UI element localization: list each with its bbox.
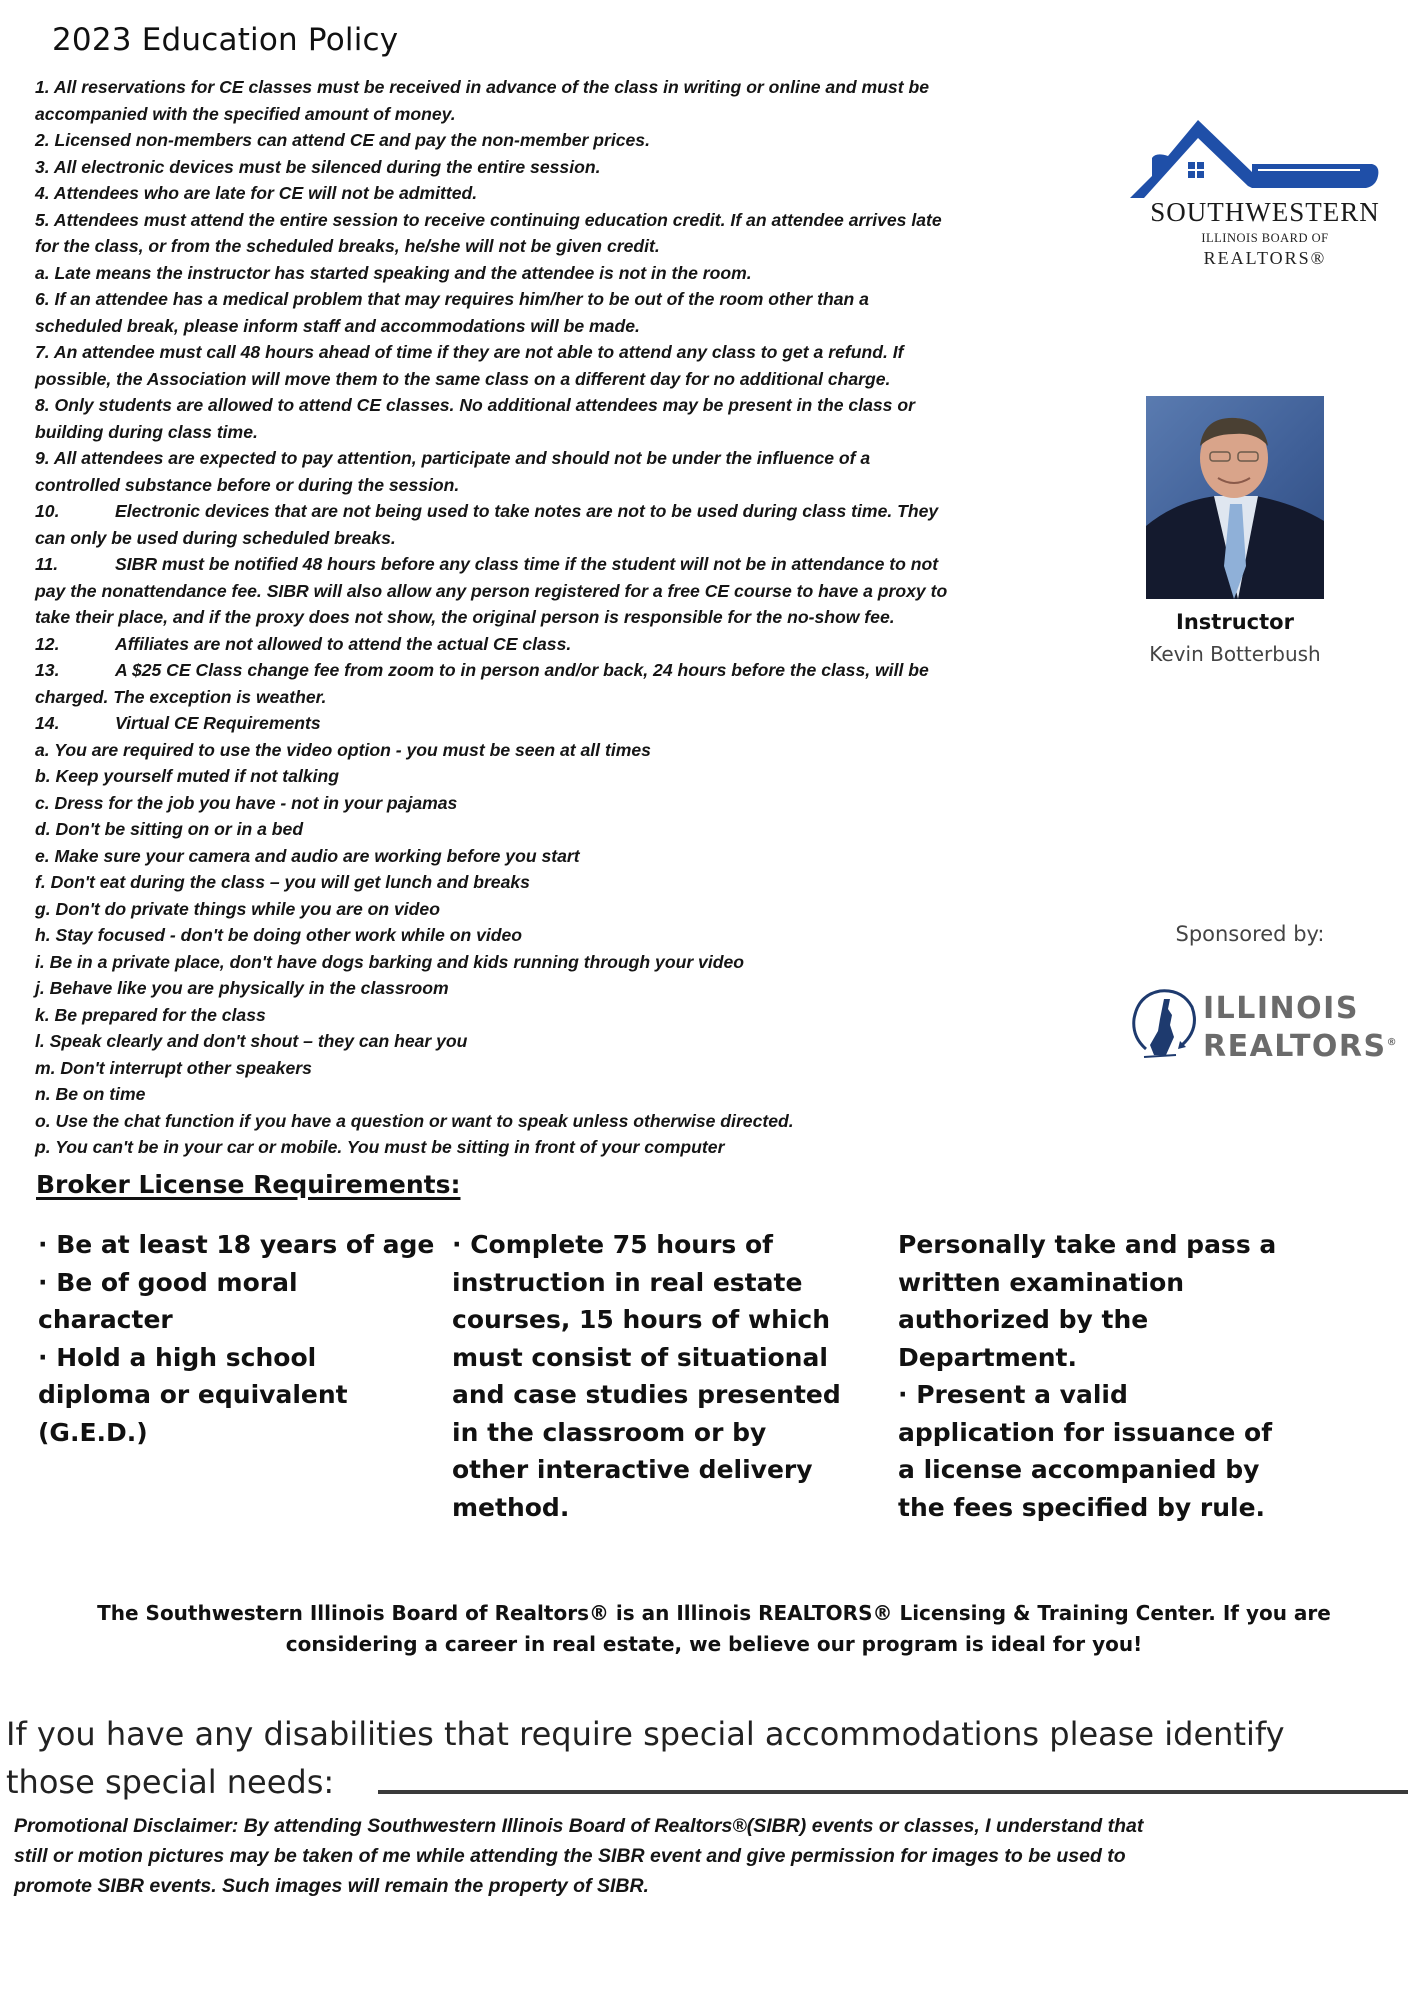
disabilities-line-2: those special needs: <box>6 1763 335 1801</box>
policy-line <box>35 710 1095 737</box>
policy-line <box>35 207 1095 234</box>
broker-column-1 <box>38 1226 434 1451</box>
person-portrait-icon <box>1146 396 1324 599</box>
policy-line <box>35 975 1095 1002</box>
policy-list <box>35 74 1095 1161</box>
policy-line <box>35 657 1095 684</box>
policy-text: g. Don't do private things while you are on video <box>35 898 440 919</box>
policy-text: d. Don't be sitting on or in a bed <box>35 819 304 839</box>
policy-text: m. Don't interrupt other speakers <box>35 1057 312 1078</box>
policy-text: 3. All electronic devices must be silenced during the entire session. <box>35 156 601 177</box>
policy-line <box>35 260 1095 287</box>
policy-line <box>35 498 1095 525</box>
policy-line <box>35 896 1095 923</box>
policy-line <box>35 392 1095 419</box>
policy-line <box>35 419 1095 446</box>
house-roof-icon <box>1130 112 1390 202</box>
policy-line <box>35 763 1095 790</box>
broker-requirement-line: other interactive delivery <box>452 1455 813 1484</box>
instructor-photo <box>1146 396 1324 599</box>
policy-line <box>35 445 1095 472</box>
policy-text: pay the nonattendance fee. SIBR will also allow any person registered for a free CE course to have a proxy to <box>35 580 948 601</box>
policy-text: o. Use the chat function if you have a question or want to speak unless otherwise directed. <box>35 1110 794 1131</box>
policy-text: SIBR must be notified 48 hours before any class time if the student will not be in attendance to not <box>115 554 939 574</box>
policy-text: p. You can't be in your car or mobile. You must be sitting in front of your computer <box>35 1137 725 1157</box>
policy-line <box>35 578 1095 605</box>
broker-requirement-line: · Be at least 18 years of age <box>38 1230 435 1259</box>
broker-column-3 <box>898 1226 1276 1526</box>
policy-line <box>35 339 1095 366</box>
broker-requirement-line: the fees specified by rule. <box>898 1492 1266 1522</box>
instructor-name: Kevin Botterbush <box>1149 642 1321 666</box>
policy-line <box>35 843 1095 870</box>
policy-line <box>35 101 1095 128</box>
southwestern-logo-realtors: REALTORS® <box>1203 248 1327 268</box>
policy-text: accompanied with the specified amount of money. <box>35 103 456 124</box>
special-needs-field[interactable] <box>378 1790 1408 1794</box>
policy-text: take their place, and if the proxy does not show, the original person is responsible for the no-show fee. <box>35 607 895 627</box>
policy-number: 13. <box>35 660 60 680</box>
disclaimer-line-3: promote SIBR events. Such images will remain the property of SIBR. <box>14 1875 649 1897</box>
policy-text: possible, the Association will move them to the same class on a different day for no additional charge. <box>35 368 891 389</box>
policy-line <box>35 1081 1095 1108</box>
southwestern-logo-subtitle: ILLINOIS BOARD OF <box>1201 231 1329 245</box>
illinois-realtors-wordmark <box>1203 992 1398 1064</box>
policy-text: n. Be on time <box>35 1084 146 1104</box>
policy-line <box>35 154 1095 181</box>
broker-requirement-line: authorized by the <box>898 1305 1149 1334</box>
policy-line <box>35 604 1095 631</box>
disclaimer-line-1: Promotional Disclaimer: By attending Southwestern Illinois Board of Realtors®(SIBR) events or classes, I understand that <box>14 1815 1144 1837</box>
policy-line <box>35 313 1095 340</box>
broker-requirement-line: application for issuance of <box>898 1417 1273 1447</box>
policy-text: 6. If an attendee has a medical problem that may requires him/her to be out of the room other than a <box>35 289 869 309</box>
policy-line <box>35 180 1095 207</box>
policy-number: 12. <box>35 633 60 654</box>
policy-number: 14. <box>35 713 60 733</box>
policy-text: a. Late means the instructor has started speaking and the attendee is not in the room. <box>35 262 752 283</box>
policy-text: 2. Licensed non-members can attend CE and pay the non-member prices. <box>35 130 650 150</box>
policy-text: A $25 CE Class change fee from zoom to in person and/or back, 24 hours before the class, will be <box>115 660 929 680</box>
policy-line <box>35 74 1095 101</box>
policy-line <box>35 1028 1095 1055</box>
broker-requirements-heading: Broker License Requirements: <box>36 1170 461 1199</box>
policy-line <box>35 790 1095 817</box>
policy-line <box>35 869 1095 896</box>
broker-requirement-line: · Be of good moral <box>38 1267 298 1297</box>
page-title: 2023 Education Policy <box>52 22 399 58</box>
broker-requirement-line: method. <box>452 1492 570 1522</box>
policy-line <box>35 684 1095 711</box>
broker-requirement-line: diploma or equivalent <box>38 1380 348 1409</box>
policy-line <box>35 922 1095 949</box>
policy-text: h. Stay focused - don't be doing other work while on video <box>35 925 523 945</box>
policy-text: 9. All attendees are expected to pay attention, participate and should not be under the influence of a <box>35 448 871 468</box>
policy-text: Virtual CE Requirements <box>115 713 321 733</box>
policy-text: 1. All reservations for CE classes must be received in advance of the class in writing or online and must be <box>35 77 929 97</box>
policy-text: 8. Only students are allowed to attend CE classes. No additional attendees may be present in the class or <box>35 395 915 415</box>
policy-line <box>35 737 1095 764</box>
policy-text: c. Dress for the job you have - not in your pajamas <box>35 792 458 813</box>
policy-line <box>35 286 1095 313</box>
disabilities-line-1: If you have any disabilities that require special accommodations please identify <box>6 1715 1285 1753</box>
policy-text: 4. Attendees who are late for CE will not be admitted. <box>35 183 478 203</box>
realtors-word: REALTORS <box>1203 1029 1387 1064</box>
policy-text: i. Be in a private place, don't have dogs barking and kids running through your video <box>35 951 745 972</box>
policy-text: f. Don't eat during the class – you will get lunch and breaks <box>35 872 530 892</box>
statement-line-1: The Southwestern Illinois Board of Realtors® is an Illinois REALTORS® Licensing & Training Center. If you are <box>97 1601 1331 1625</box>
broker-requirement-line: written examination <box>898 1267 1185 1297</box>
broker-requirement-line: character <box>38 1305 173 1334</box>
instructor-label: Instructor <box>1176 610 1294 634</box>
policy-line <box>35 1134 1095 1161</box>
policy-text: 5. Attendees must attend the entire session to receive continuing education credit. If an attendee arrives late <box>35 209 942 230</box>
broker-requirement-line: in the classroom or by <box>452 1417 767 1447</box>
licensing-center-statement <box>30 1598 1398 1660</box>
promotional-disclaimer <box>14 1811 1414 1901</box>
policy-line <box>35 1002 1095 1029</box>
policy-text: building during class time. <box>35 421 258 442</box>
policy-text: charged. The exception is weather. <box>35 686 327 707</box>
policy-text: j. Behave like you are physically in the classroom <box>35 978 449 998</box>
policy-line <box>35 233 1095 260</box>
broker-requirement-line: · Present a valid <box>898 1380 1128 1409</box>
policy-line <box>35 1055 1095 1082</box>
policy-text: k. Be prepared for the class <box>35 1004 266 1025</box>
broker-requirement-line: courses, 15 hours of which <box>452 1305 831 1334</box>
policy-text: Electronic devices that are not being used to take notes are not to be used during class time. They <box>115 501 939 521</box>
policy-text: b. Keep yourself muted if not talking <box>35 766 340 786</box>
registered-mark: ® <box>1386 1037 1399 1048</box>
broker-requirement-line: · Complete 75 hours of <box>452 1230 774 1259</box>
policy-number: 10. <box>35 501 60 521</box>
broker-requirement-line: · Hold a high school <box>38 1342 317 1372</box>
sponsored-by-label: Sponsored by: <box>1175 922 1325 946</box>
broker-requirement-line: (G.E.D.) <box>38 1417 148 1447</box>
policy-text: controlled substance before or during the session. <box>35 474 460 495</box>
statement-line-2: considering a career in real estate, we believe our program is ideal for you! <box>285 1632 1143 1656</box>
policy-text: for the class, or from the scheduled breaks, he/she will not be given credit. <box>35 236 660 256</box>
policy-number: 11. <box>35 554 59 574</box>
policy-line <box>35 1108 1095 1135</box>
policy-line <box>35 551 1095 578</box>
broker-requirement-line: must consist of situational <box>452 1342 828 1372</box>
disclaimer-line-2: still or motion pictures may be taken of me while attending the SIBR event and give permission for images to be used to <box>14 1845 1126 1867</box>
broker-requirement-line: Department. <box>898 1342 1078 1372</box>
southwestern-logo-name: SOUTHWESTERN <box>1150 197 1380 227</box>
broker-requirement-line: instruction in real estate <box>452 1267 803 1297</box>
illinois-realtors-logo-icon <box>1130 985 1205 1060</box>
policy-line <box>35 366 1095 393</box>
policy-line <box>35 525 1095 552</box>
policy-text: can only be used during scheduled breaks. <box>35 527 396 548</box>
policy-text: e. Make sure your camera and audio are working before you start <box>35 845 580 866</box>
policy-line <box>35 631 1095 658</box>
policy-line <box>35 816 1095 843</box>
policy-text: a. You are required to use the video option - you must be seen at all times <box>35 739 651 760</box>
policy-line <box>35 949 1095 976</box>
broker-requirement-line: and case studies presented <box>452 1380 841 1409</box>
policy-line <box>35 472 1095 499</box>
broker-requirement-line: Personally take and pass a <box>898 1230 1277 1259</box>
broker-requirement-line: a license accompanied by <box>898 1455 1260 1484</box>
policy-line <box>35 127 1095 154</box>
broker-column-2 <box>452 1226 841 1526</box>
policy-text: 7. An attendee must call 48 hours ahead of time if they are not able to attend any class to get a refund. If <box>35 342 904 362</box>
illinois-wordmark-line1: ILLINOIS <box>1203 991 1359 1026</box>
illinois-wordmark-line2 <box>1203 1026 1398 1064</box>
policy-text: scheduled break, please inform staff and accommodations will be made. <box>35 315 640 336</box>
policy-text: Affiliates are not allowed to attend the actual CE class. <box>115 633 572 654</box>
policy-text: l. Speak clearly and don't shout – they can hear you <box>35 1031 468 1051</box>
